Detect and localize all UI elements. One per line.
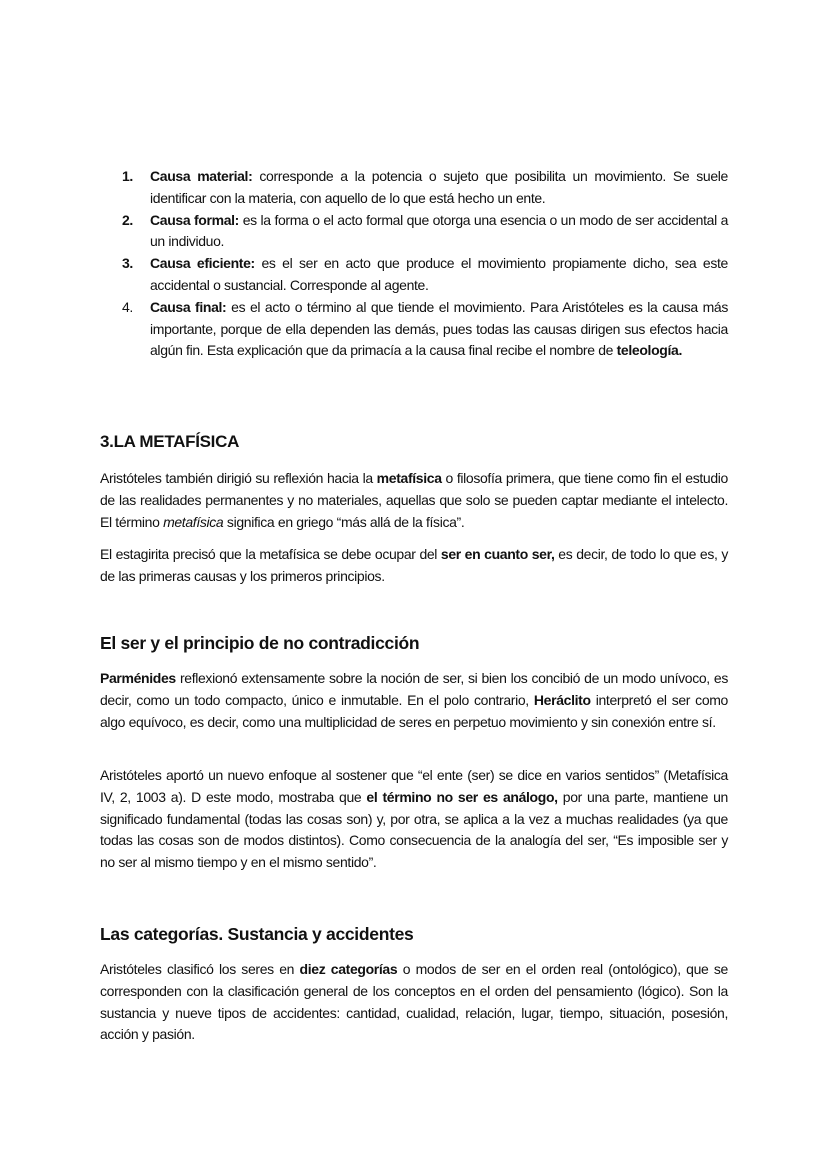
text-segment: es decir, de todo lo que es, y de las primeras causas y los primeros principios.: [100, 546, 728, 584]
list-number: 3.: [122, 255, 133, 272]
paragraph: [100, 765, 728, 874]
bold-text: Heráclito: [533, 691, 591, 708]
text-segment: por una parte, mantiene un significado fundamental (todas las cosas son) y, por otra, se aplica a la vez a muchas realidades (ya que todas las cosas son de modos distintos). Como consecuencia de la analogía del ser, “Es imposible ser y no ser al mismo tiempo y en el mismo sentido”.: [100, 788, 728, 871]
bold-text: diez categorías: [299, 961, 398, 977]
italic-text: metafísica: [163, 513, 224, 530]
bold-text: ser en cuanto ser,: [440, 546, 555, 562]
list-item: [122, 297, 728, 362]
list-text: [150, 297, 728, 362]
paragraph-text: [100, 668, 728, 733]
bold-text: metafísica: [376, 470, 442, 486]
bold-text: Causa formal:: [150, 211, 239, 228]
text-segment: o filosofía primera, que tiene como fin el estudio de las realidades permanentes y no materiales, aquellas que solo se pueden captar mediante el intelecto. El término: [100, 470, 728, 530]
text-segment: Aristóteles aportó un nuevo enfoque al sostener que “el ente (ser) se dice en varios sentidos” (Metafísica IV, 2, 1003 a). D este modo, mostraba que: [100, 767, 728, 805]
text-segment: Aristóteles también dirigió su reflexión hacia la: [100, 470, 377, 486]
paragraph-text: [100, 959, 728, 1046]
list-item: [122, 253, 728, 297]
list-text: [150, 210, 728, 254]
list-item: [122, 210, 728, 254]
list-text: [150, 166, 728, 210]
text-segment: es el acto o término al que tiende el movimiento. Para Aristóteles es la causa más importante, porque de ella dependen las demás, pues todas las causas dirigen sus efectos hacia algún fin. Esta explicación que da primacía a la causa final recibe el nombre de: [150, 298, 728, 359]
text-segment: significa en griego “más allá de la física”.: [223, 513, 465, 530]
text-segment: El estagirita precisó que la metafísica se debe ocupar del: [100, 546, 441, 562]
bold-text: el término no ser es análogo,: [366, 788, 558, 805]
section-heading-categorias: Las categorías. Sustancia y accidentes: [100, 924, 414, 944]
text-segment: corresponde a la potencia o sujeto que posibilita un movimiento. Se suele identificar con la materia, con aquello de lo que está hecho un ente.: [150, 168, 728, 206]
paragraph: [100, 959, 728, 1046]
bold-text: Causa eficiente:: [150, 255, 255, 272]
causes-list: [122, 166, 728, 362]
paragraph-text: [100, 544, 728, 588]
text-segment: reflexionó extensamente sobre la noción de ser, si bien los concibió de un modo unívoco, es decir, como un todo compacto, único e inmutable. En el polo contrario,: [100, 670, 728, 708]
section-heading-metafisica: 3.LA METAFÍSICA: [100, 432, 240, 451]
text-segment: es la forma o el acto formal que otorga una esencia o un modo de ser accidental a un individuo.: [150, 211, 729, 250]
paragraph: [100, 544, 728, 588]
text-segment: interpretó el ser como algo equívoco, es decir, como una multiplicidad de seres en perpetuo movimiento y sin conexión entre sí.: [100, 691, 728, 730]
list-number: 2.: [122, 211, 133, 228]
list-item: [122, 166, 728, 210]
bold-text: Causa final:: [150, 298, 227, 315]
paragraph: [100, 668, 728, 733]
bold-text: Parménides: [100, 670, 176, 686]
text-segment: es el ser en acto que produce el movimiento propiamente dicho, sea este accidental o sustancial. Corresponde al agente.: [150, 255, 728, 293]
paragraph-text: [100, 765, 728, 874]
paragraph-text: [100, 468, 728, 533]
bold-text: Causa material:: [150, 168, 253, 184]
text-segment: Aristóteles clasificó los seres en: [100, 961, 300, 977]
paragraph: [100, 468, 728, 533]
bold-text: teleología.: [616, 342, 682, 359]
list-number: 1.: [122, 168, 133, 184]
text-segment: o modos de ser en el orden real (ontológico), que se corresponden con la clasificación general de los conceptos en el orden del pensamiento (lógico). Son la sustancia y nueve tipos de accidentes: cantidad, cualidad, relación, lugar, tiempo, situación, posesión, acción y pasión.: [100, 961, 728, 1043]
list-text: [150, 253, 728, 297]
list-number: 4.: [122, 298, 133, 315]
section-heading-ser: El ser y el principio de no contradicción: [100, 633, 420, 653]
